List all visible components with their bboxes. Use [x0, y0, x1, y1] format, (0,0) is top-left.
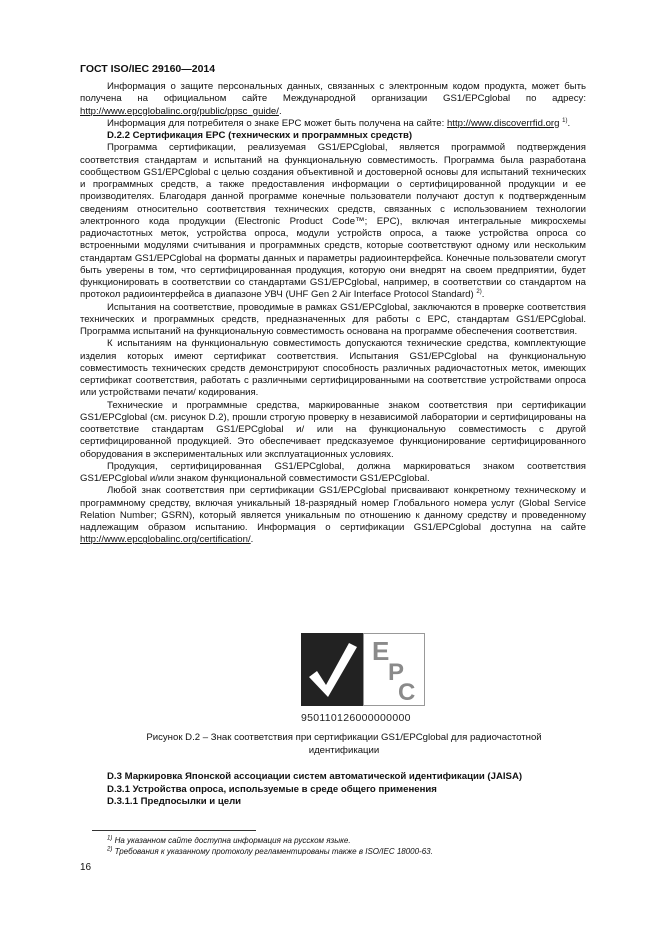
paragraph-certification-program: Программа сертификации, реализуемая GS1/EPCglobal, является программой подтверждения соответствия стандартам и испытаний на функциональную совместимость. Программа была разработана сообществом GS1/EPCglobal с целью создания объективной и достоверной основы для испытаний технических и программных средств, а также предоставления информации о сертифицированной продукции и ее производителях. Благодаря данной программе конечные пользователи получают доступ к подтвержденным сведениям относительно соответствия технических средств, связанных с использованием технологии электронного кода продукции (Electronic Product Code™; EPC), включая интегральные микросхемы радиочастотных меток, устройства опроса, модули устройств опроса, а также устройства опроса со встроенными модулями считывания и программных средств, которые соответствуют одному или нескольким стандартам GS1/EPCglobal на форматы данных и параметры радиоинтерфейса. Конечные пользователи смогут быть уверены в том, что сертифицированная продукция, которую они внедрят на своем предприятии, будет функционировать в соответствии со стандартами GS1/EPCglobal, например, в соответствии со стандартом на протокол радиоинтерфейса в диапазоне УВЧ (UHF Gen 2 Air Interface Protocol Standard) $^{2)}$.	[80, 142, 586, 301]
epc-letters-icon	[364, 634, 424, 705]
section-heading-d311: D.3.1.1 Предпосылки и цели	[107, 796, 242, 807]
section-heading-d31: D.3.1 Устройства опроса, используемые в среде общего применения	[107, 783, 437, 795]
paragraph-interoperability: К испытаниям на функциональную совместимость допускаются технические средства, комплектующие изделия которых имеют сертификат соответствия. Испытания GS1/EPCglobal на функциональную совместимость технических средств демонстрируют способность различных радиочастотных меток, имеющих сертификат соответствия, работать с различными сертифицированными на соответствие устройствами опроса или устройствами печати/ кодирования.	[80, 338, 586, 399]
section-heading-d22: D.2.2 Сертификация EPC (технических и программных средств)	[107, 130, 413, 141]
epc-logo	[301, 633, 425, 706]
checkmark-icon	[301, 633, 363, 706]
main-text	[80, 81, 586, 547]
epc-certification-mark	[301, 633, 425, 706]
certification-number: 950110126000000000	[301, 712, 411, 724]
discoverrfid-link[interactable]: http://www.discoverrfid.org	[446, 117, 560, 129]
section-heading-d3: D.3 Маркировка Японской ассоциации систем автоматической идентификации (JAISA)	[107, 771, 523, 782]
logo-letter-p: P	[388, 659, 405, 686]
paragraph-marking: Продукция, сертифицированная GS1/EPCglobal, должна маркироваться знаком соответствия GS1/EPCglobal и/или знаком функциональной совместимости GS1/EPCglobal.	[80, 460, 586, 484]
paragraph-gsrn: Любой знак соответствия при сертификации GS1/EPCglobal присваивают конкретному техническому и программному средству, включая уникальный 18-разрядный номер Глобального номера услуг (Global Service Relation Number; GSRN), который является уникальным по отношению к данному средству и проведенному надлежащим образом испытанию. Информация о сертификации GS1/EPCglobal доступна на сайте http://www.epcglobalinc.org/certification/.	[80, 485, 586, 546]
paragraph-privacy: Информация о защите персональных данных, связанных с электронным кодом продукта, может быть получена на официальном сайте Международной организации GS1/EPCglobal по адресу: http://www.epcglobalinc.org/public/ppsc_guide/.	[80, 81, 586, 117]
page-number: 16	[80, 862, 92, 873]
epc-letters-panel	[363, 633, 425, 706]
paragraph-certified-products: Технические и программные средства, маркированные знаком соответствия при сертификации GS1/EPCglobal (см. рисунок D.2), прошли строгую проверку в независимой лаборатории и сертифицированы на соответствие стандартам GS1/EPCglobal и/ или на функциональную совместимость с другой сертифицированной продукцией. Это обеспечивает предсказуемое функционирование сертифицированного оборудования в экспериментальных или эксплуатационных условиях.	[80, 399, 586, 460]
figure-caption: Рисунок D.2 – Знак соответствия при сертификации GS1/EPCglobal для радиочастотной идентификации	[146, 732, 542, 756]
certification-link[interactable]: http://www.epcglobalinc.org/certification/	[80, 534, 251, 546]
document-header: ГОСТ ISO/IEC 29160—2014	[80, 63, 216, 75]
logo-letter-e: E	[372, 636, 390, 666]
paragraph-conformance-testing: Испытания на соответствие, проводимые в рамках GS1/EPCglobal, заключаются в проверке соответствия технических и программных средств, предназначенных для работы с EPC, стандартам GS1/EPCglobal. Программа испытаний на функциональную совместимость основана на программе обеспечения соответствия.	[80, 301, 586, 337]
footnote-1: $^{1)}$ На указанном сайте доступна информация на русском языке.	[107, 835, 351, 845]
paragraph-consumer-info: Информация для потребителя о знаке EPC может быть получена на сайте: http://www.discoverrfid.org $^{1)}$.	[107, 117, 571, 129]
footnote-ref-2: 2)	[476, 289, 482, 296]
logo-letter-c: C	[398, 679, 416, 705]
footnote-2: $^{2)}$ Требования к указанному протоколу регламентированы также в ISO/IEC 18000-63.	[107, 846, 433, 856]
footnote-divider	[92, 830, 256, 831]
footnotes	[107, 835, 433, 857]
footnote-ref-1: 1)	[562, 117, 568, 124]
section-headings	[107, 771, 522, 809]
checkmark-panel	[301, 633, 363, 706]
privacy-link[interactable]: http://www.epcglobalinc.org/public/ppsc_guide/	[80, 105, 279, 117]
